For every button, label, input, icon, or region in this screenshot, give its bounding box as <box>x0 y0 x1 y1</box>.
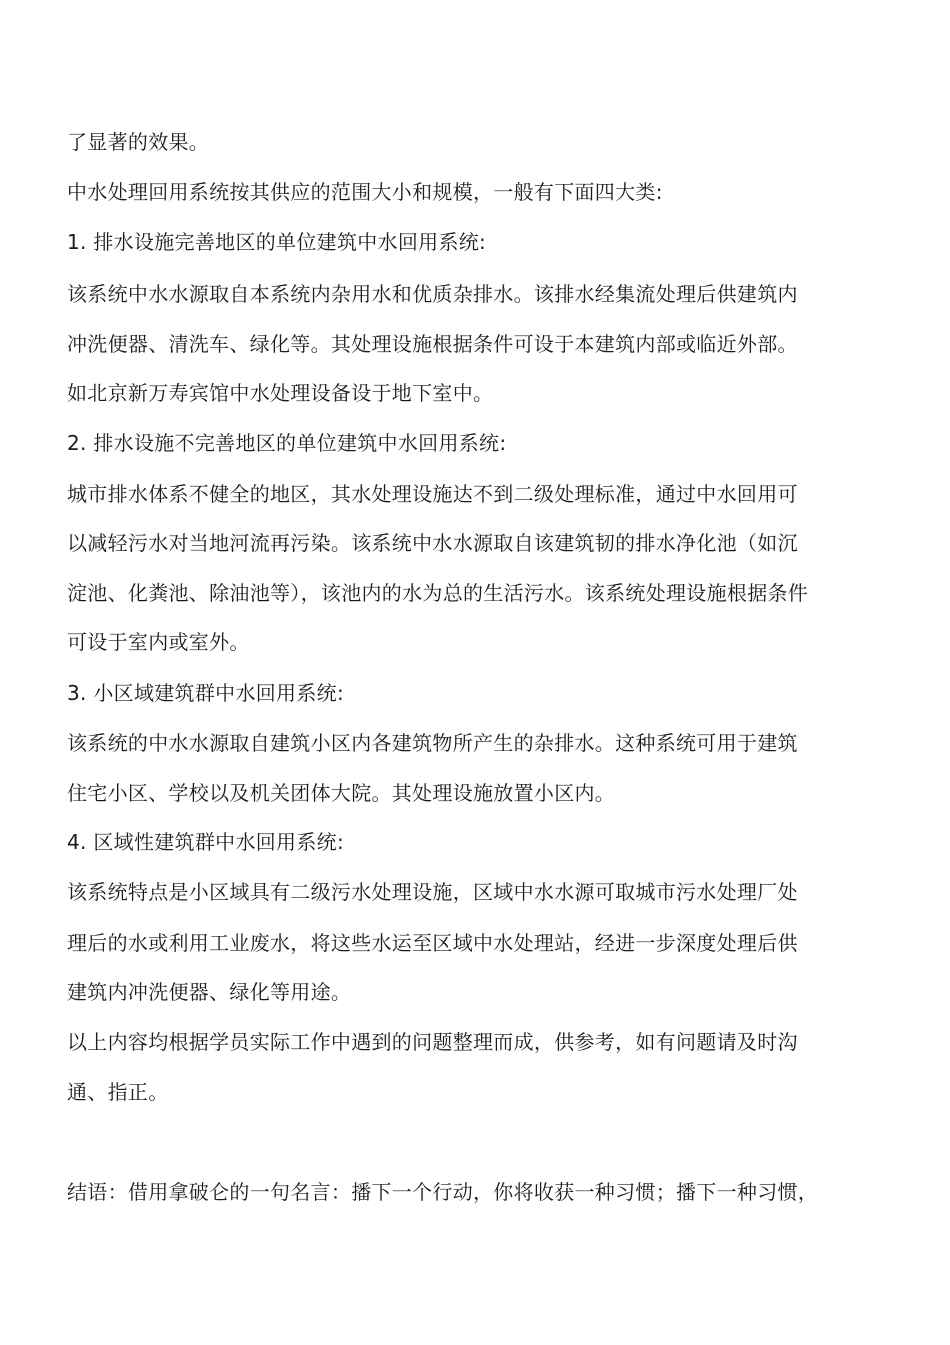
list-heading: 4. 区域性建筑群中水回用系统: <box>67 830 344 854</box>
text-line: 该系统的中水水源取自建筑小区内各建筑物所产生的杂排水。这种系统可用于建筑 <box>67 731 798 755</box>
text-line: 通、指正。 <box>67 1080 169 1104</box>
text-line: 可设于室内或室外。 <box>67 630 250 654</box>
list-heading: 2. 排水设施不完善地区的单位建筑中水回用系统: <box>67 431 507 455</box>
closing-remark: 结语：借用拿破仑的一句名言：播下一个行动，你将收获一种习惯；播下一种习惯， <box>67 1180 819 1204</box>
text-line: 住宅小区、学校以及机关团体大院。其处理设施放置小区内。 <box>67 781 616 805</box>
text-line: 城市排水体系不健全的地区，其水处理设施达不到二级处理标准，通过中水回用可 <box>67 482 798 506</box>
list-heading: 3. 小区域建筑群中水回用系统: <box>67 681 344 705</box>
text-line: 以上内容均根据学员实际工作中遇到的问题整理而成，供参考，如有问题请及时沟 <box>67 1030 798 1054</box>
text-line: 该系统中水水源取自本系统内杂用水和优质杂排水。该排水经集流处理后供建筑内 <box>67 282 798 306</box>
list-heading: 1. 排水设施完善地区的单位建筑中水回用系统: <box>67 230 487 254</box>
text-line: 淀池、化粪池、除油池等），该池内的水为总的生活污水。该系统处理设施根据条件 <box>67 581 809 605</box>
text-line: 建筑内冲洗便器、绿化等用途。 <box>67 980 352 1004</box>
text-line: 中水处理回用系统按其供应的范围大小和规模，一般有下面四大类: <box>67 180 663 204</box>
text-line: 了显著的效果。 <box>67 130 210 154</box>
text-line: 理后的水或利用工业废水，将这些水运至区域中水处理站，经进一步深度处理后供 <box>67 931 798 955</box>
text-line: 如北京新万寿宾馆中水处理设备设于地下室中。 <box>67 381 494 405</box>
text-line: 冲洗便器、清洗车、绿化等。其处理设施根据条件可设于本建筑内部或临近外部。 <box>67 332 798 356</box>
text-line: 以减轻污水对当地河流再污染。该系统中水水源取自该建筑韧的排水净化池（如沉 <box>67 531 798 555</box>
text-line: 该系统特点是小区域具有二级污水处理设施，区域中水水源可取城市污水处理厂处 <box>67 880 798 904</box>
